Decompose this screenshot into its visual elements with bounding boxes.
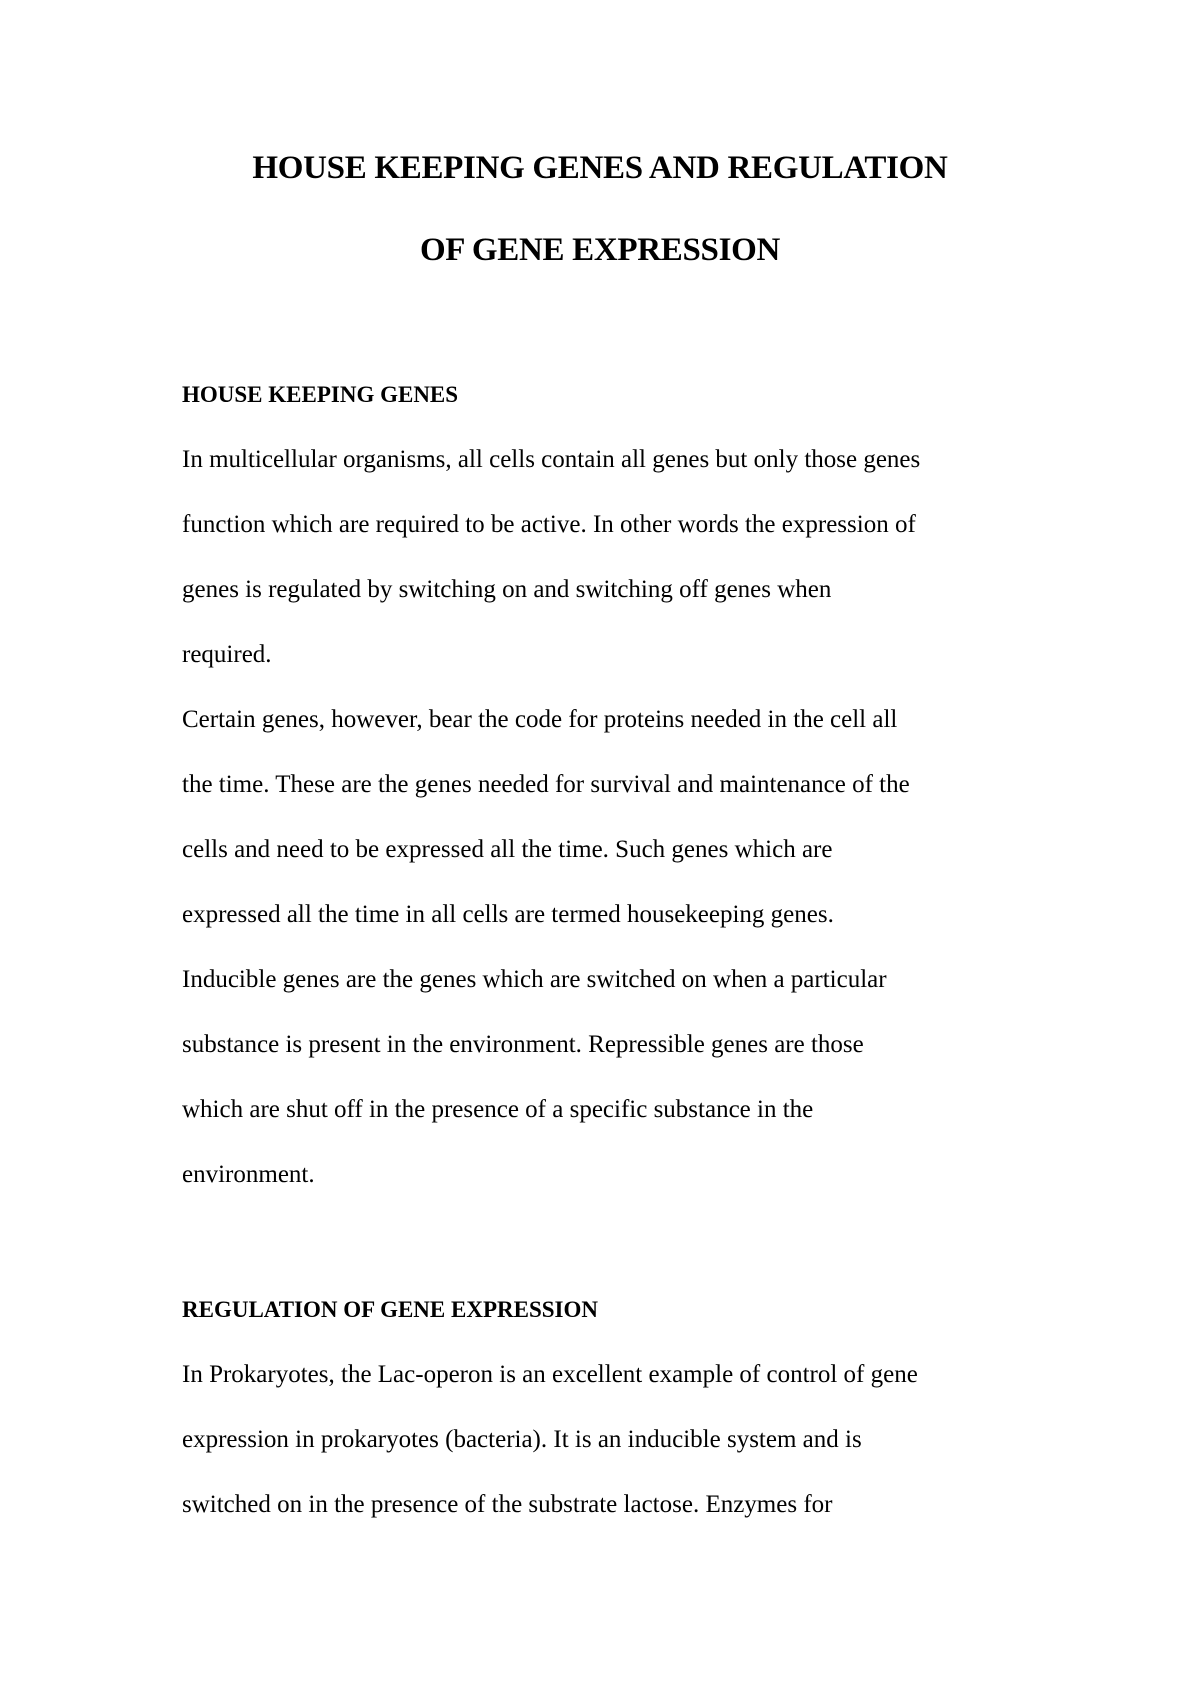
paragraph-line: which are shut off in the presence of a specific substance in the — [182, 1096, 814, 1123]
paragraph-line: genes is regulated by switching on and switching off genes when — [182, 576, 832, 603]
paragraph-line: Inducible genes are the genes which are switched on when a particular — [182, 966, 887, 993]
paragraph-line: substance is present in the environment. Repressible genes are those — [182, 1031, 864, 1058]
document-title-line-1: HOUSE KEEPING GENES AND REGULATION — [252, 150, 948, 186]
paragraph-line: expression in prokaryotes (bacteria). It is an inducible system and is — [182, 1426, 862, 1453]
paragraph-line: required. — [182, 641, 272, 668]
section-heading-housekeeping: HOUSE KEEPING GENES — [182, 382, 459, 407]
paragraph-line: environment. — [182, 1161, 315, 1188]
paragraph-line: Certain genes, however, bear the code for proteins needed in the cell all — [182, 706, 898, 733]
paragraph-line: In Prokaryotes, the Lac-operon is an excellent example of control of gene — [182, 1361, 918, 1388]
paragraph-line: function which are required to be active. In other words the expression of — [182, 511, 916, 538]
document-title-line-2: OF GENE EXPRESSION — [419, 232, 781, 268]
paragraph-line: cells and need to be expressed all the time. Such genes which are — [182, 836, 833, 863]
paragraph-line: expressed all the time in all cells are termed housekeeping genes. — [182, 901, 834, 928]
paragraph-line: In multicellular organisms, all cells contain all genes but only those genes — [182, 446, 921, 473]
paragraph-line: the time. These are the genes needed for survival and maintenance of the — [182, 771, 910, 798]
section-heading-regulation: REGULATION OF GENE EXPRESSION — [182, 1297, 598, 1322]
paragraph-line: switched on in the presence of the substrate lactose. Enzymes for — [182, 1491, 833, 1518]
